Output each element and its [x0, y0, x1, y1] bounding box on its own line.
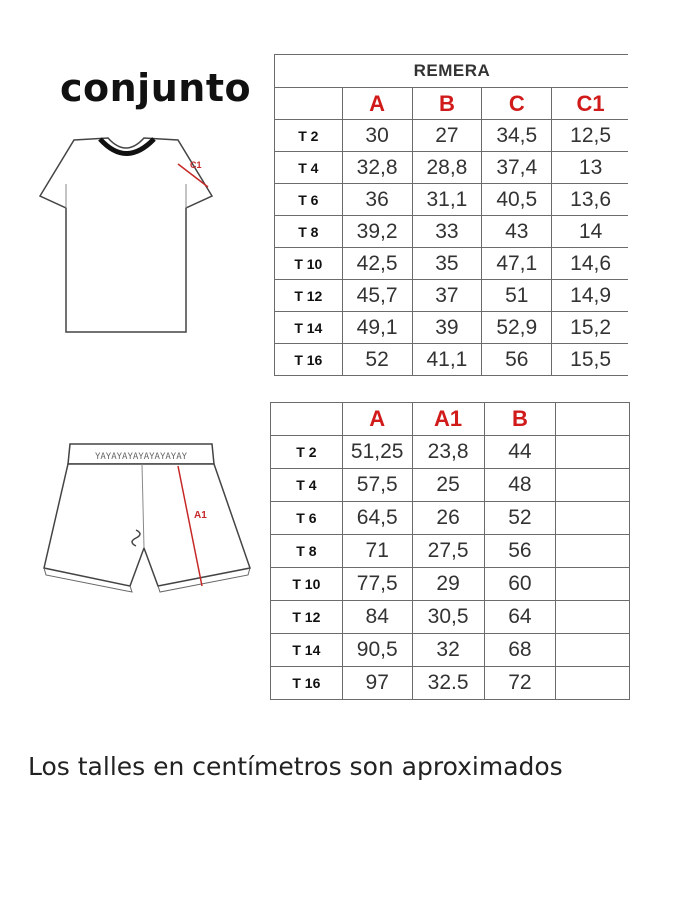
remera-caption: REMERA — [275, 55, 630, 88]
table-row: T 16 97 32.5 72 — [271, 667, 630, 700]
table-row: T 12 84 30,5 64 — [271, 601, 630, 634]
table-row: T 4 57,5 25 48 — [271, 469, 630, 502]
table-row: T 6 36 31,1 40,5 13,6 — [275, 184, 630, 216]
table-row: T 10 77,5 29 60 — [271, 568, 630, 601]
shorts-illustration — [40, 440, 255, 598]
col-header-c1: C1 — [552, 88, 630, 120]
corner-cell — [271, 403, 343, 436]
empty-cell — [556, 403, 630, 436]
short-table-crop-edge — [260, 702, 640, 732]
short-size-table — [270, 402, 630, 700]
table-row: T 4 32,8 28,8 37,4 13 — [275, 152, 630, 184]
col-header-a: A — [342, 88, 412, 120]
footer-note: Los talles en centímetros son aproximados — [28, 752, 563, 781]
corner-cell — [275, 88, 343, 120]
table-row: T 16 52 41,1 56 15,5 — [275, 344, 630, 376]
table-row: T 8 71 27,5 56 — [271, 535, 630, 568]
col-header-a: A — [342, 403, 412, 436]
tshirt-illustration — [36, 132, 216, 337]
table-row: T 8 39,2 33 43 14 — [275, 216, 630, 248]
table-row: T 14 90,5 32 68 — [271, 634, 630, 667]
col-header-b: B — [484, 403, 556, 436]
col-header-b: B — [412, 88, 482, 120]
table-row: T 6 64,5 26 52 — [271, 502, 630, 535]
page-title: conjunto — [60, 66, 252, 110]
c1-measure-label: C1 — [190, 160, 202, 170]
table-row: T 2 30 27 34,5 12,5 — [275, 120, 630, 152]
col-header-a1: A1 — [412, 403, 484, 436]
table-row: T 2 51,25 23,8 44 — [271, 436, 630, 469]
remera-table-crop-edge — [628, 50, 648, 395]
table-row: T 14 49,1 39 52,9 15,2 — [275, 312, 630, 344]
table-row: T 10 42,5 35 47,1 14,6 — [275, 248, 630, 280]
remera-size-table — [274, 54, 630, 376]
col-header-c: C — [482, 88, 552, 120]
table-row: T 12 45,7 37 51 14,9 — [275, 280, 630, 312]
a1-measure-label: A1 — [194, 510, 207, 521]
svg-text:YAYAYAYAYAYAYAYAY: YAYAYAYAYAYAYAYAY — [94, 452, 188, 462]
